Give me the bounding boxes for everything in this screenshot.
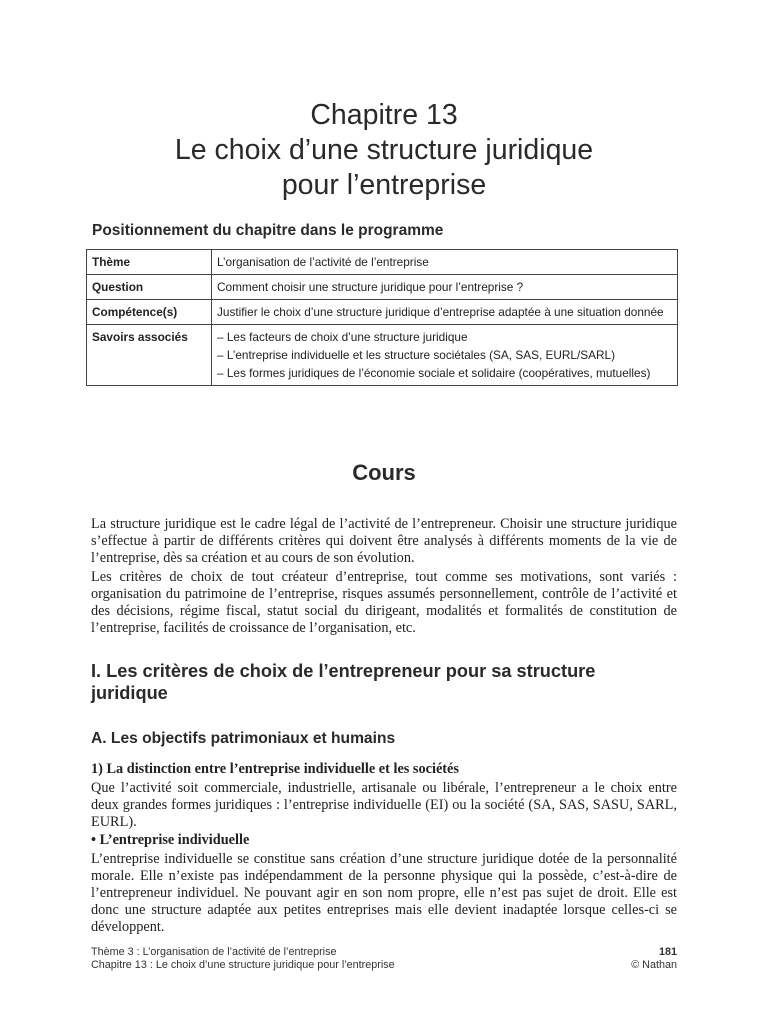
section-a-heading: A. Les objectifs patrimoniaux et humains [91,730,396,747]
table-row [87,325,678,386]
savoir-item: – L’entreprise individuelle et les structure sociétales (SA, SAS, EURL/SARL) [217,348,616,362]
row-value-savoirs [212,325,678,386]
chapter-title [0,98,768,203]
table-row [87,250,678,275]
bullet-paragraph: L’entreprise individuelle se constitue sans création d’une structure juridique dotée de la personnalité morale. Elle n’existe pas indépendamment de la personne physique qui la possède, c’est-à-dire de l’entrepreneur individuel. Ne pouvant agir en son nom propre, elle n’est pas sujet de droit. Elle est donc une structure adaptée aux petites entreprises mais elle devient inadaptée lorsque celles-ci se développent. [91,851,677,935]
row-value-competence: Justifier le choix d’une structure juridique d’entreprise adaptée à une situation donnée [212,300,678,325]
savoir-item: – Les facteurs de choix d’une structure juridique [217,330,468,344]
footer-chapter: Chapitre 13 : Le choix d’une structure juridique pour l’entreprise [91,959,395,971]
bullet-heading: • L’entreprise individuelle [91,832,250,848]
cours-heading: Cours [352,460,416,485]
savoir-item: – Les formes juridiques de l’économie sociale et solidaire (coopératives, mutuelles) [217,366,651,380]
chapter-title-line-1: Le choix d’une structure juridique [174,134,594,166]
chapter-title-line-2: pour l’entreprise [281,169,487,201]
page-footer [91,946,677,972]
page-number: 181 [658,946,677,958]
section-1-heading: I. Les critères de choix de l’entrepreneur pour sa structure juridique [91,661,596,703]
row-label-competence: Compétence(s) [87,300,212,325]
row-value-theme: L’organisation de l’activité de l’entreprise [212,250,678,275]
footer-theme: Thème 3 : L’organisation de l’activité de l’entreprise [91,946,337,958]
table-row [87,275,678,300]
table-row [87,300,678,325]
positioning-heading: Positionnement du chapitre dans le programme [92,222,444,239]
intro-paragraph-1: La structure juridique est le cadre légal de l’activité de l’entrepreneur. Choisir une structure juridique s’effectue à partir de différents critères qui doivent être analysés à différents moments de la vie de l’entreprise, dès sa création et au cours de son évolution. [91,516,677,566]
row-value-question: Comment choisir une structure juridique pour l’entreprise ? [212,275,678,300]
program-table [86,249,678,386]
chapter-number: Chapitre 13 [310,99,458,131]
subsection-1-heading: 1) La distinction entre l’entreprise individuelle et les sociétés [91,761,459,777]
intro-paragraph-2: Les critères de choix de tout créateur d’entreprise, tout comme ses motivations, sont variés : organisation du patrimoine de l’entreprise, risques assumés personnellement, contrôle de l’activité et des décisions, régime fiscal, statut social du dirigeant, modalités et formalités de constitution de l’entreprise, facilités de croissance de l’organisation, etc. [91,569,677,636]
footer-copyright: © Nathan [631,959,677,971]
row-label-savoirs: Savoirs associés [87,325,212,386]
subsection-1-paragraph: Que l’activité soit commerciale, industrielle, artisanale ou libérale, l’entrepreneur a le choix entre deux grandes formes juridiques : l’entreprise individuelle (EI) ou la société (SA, SAS, SASU, SARL, EURL). [91,780,677,830]
row-label-theme: Thème [87,250,212,275]
row-label-question: Question [87,275,212,300]
